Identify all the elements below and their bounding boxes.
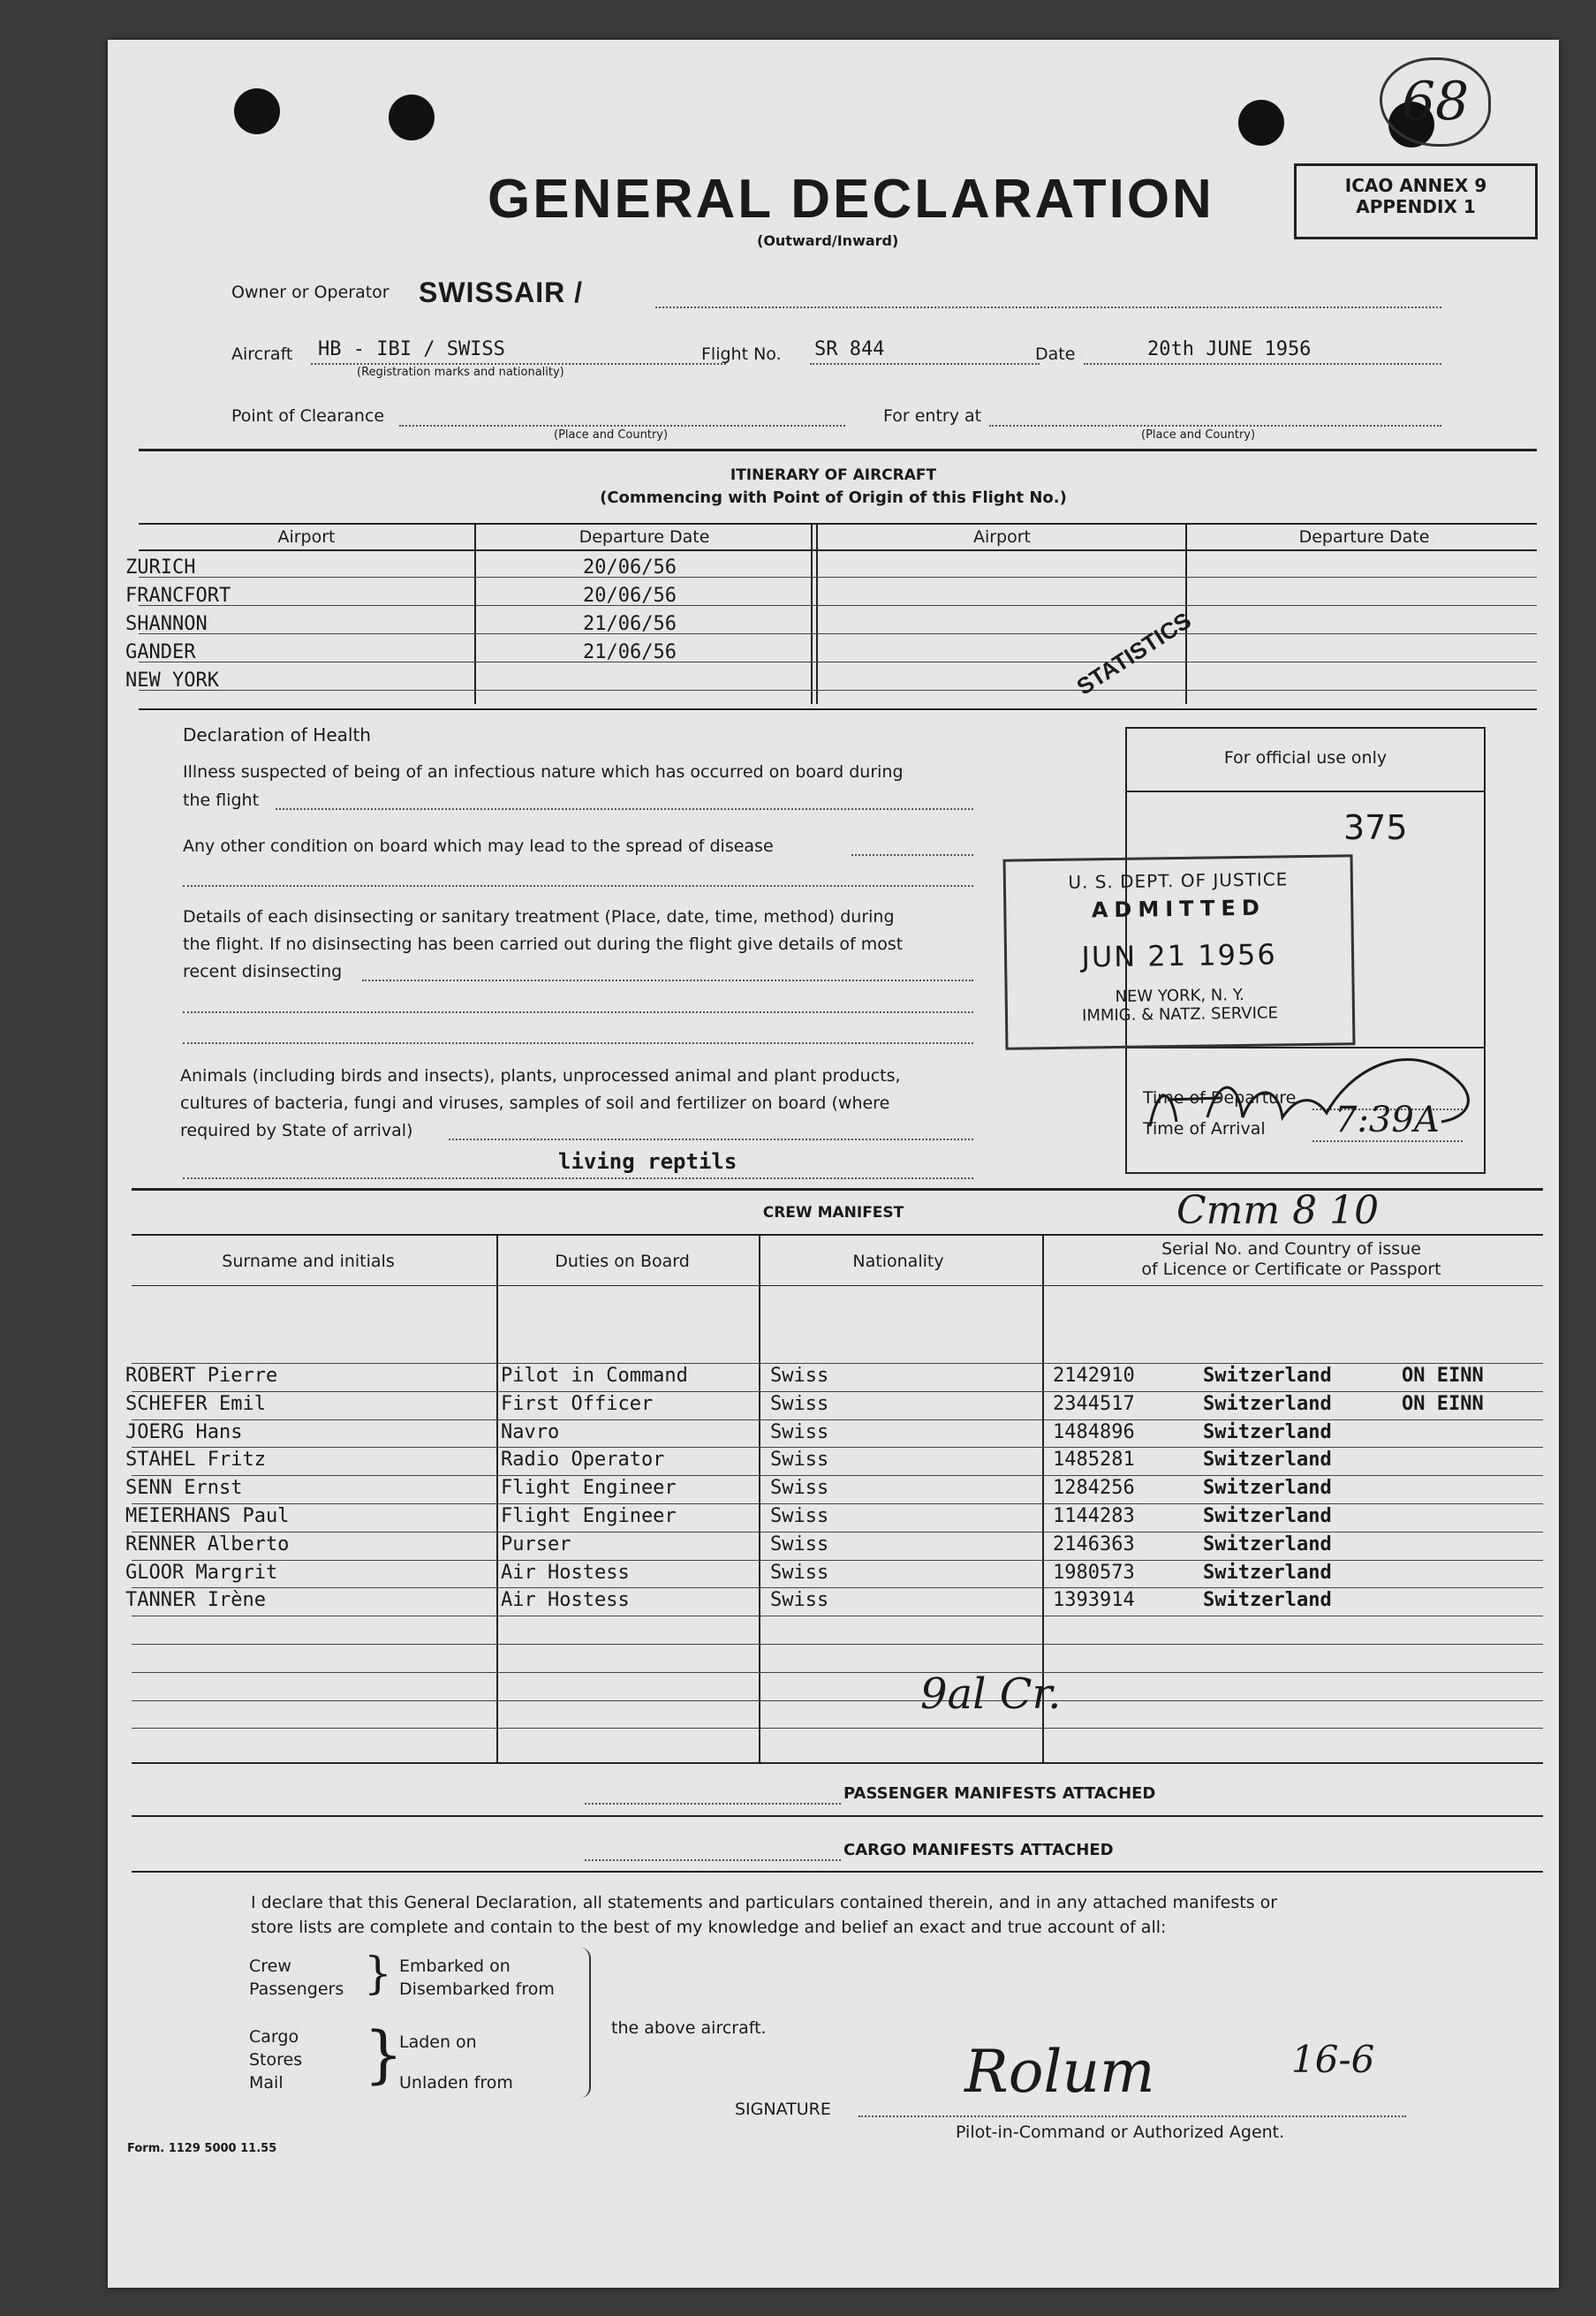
crew-rule-line — [132, 1644, 1543, 1645]
itin-airport: GANDER — [125, 641, 196, 663]
crew-name-cell: SCHEFER Emil — [125, 1392, 266, 1415]
itin-header-date-1: Departure Date — [579, 527, 710, 547]
pilot-signature: Rolum — [964, 2038, 1155, 2106]
crew-rule-line — [132, 1503, 1543, 1504]
itin-date: 21/06/56 — [583, 613, 677, 635]
decl-crew: Crew — [249, 1956, 291, 1976]
crew-rule-line — [132, 1672, 1543, 1673]
flight-label: Flight No. — [701, 344, 782, 364]
crew-nat-cell: Swiss — [770, 1533, 829, 1555]
health-q4-line3: required by State of arrival) — [180, 1121, 413, 1140]
crew-name-cell: TANNER Irène — [125, 1589, 266, 1612]
crew-scrawl: 9al Cr. — [920, 1669, 1062, 1719]
passenger-manifests: PASSENGER MANIFESTS ATTACHED — [843, 1784, 1156, 1803]
page-subtitle: (Outward/Inward) — [757, 232, 899, 249]
date-label: Date — [1035, 344, 1076, 364]
entry-label: For entry at — [883, 406, 982, 426]
stamp-line1: U. S. DEPT. OF JUSTICE — [1068, 868, 1289, 893]
owner-value: SWISSAIR / — [419, 276, 584, 308]
aircraft-value: HB - IBI / SWISS — [318, 338, 505, 360]
itin-airport: ZURICH — [125, 556, 196, 579]
crew-country-cell: Switzerland — [1203, 1589, 1332, 1612]
crew-nat-cell: Swiss — [770, 1505, 829, 1527]
annex-box — [1294, 163, 1538, 239]
crew-nat-cell: Swiss — [770, 1477, 829, 1500]
itin-airport: FRANCFORT — [125, 585, 231, 607]
itin-date: 20/06/56 — [583, 585, 677, 607]
decl-line1: I declare that this General Declaration, all statements and particulars contained therein, and in any attached manifests or — [251, 1893, 1278, 1912]
crew-rule-line — [132, 1447, 1543, 1448]
health-q4-line2: cultures of bacteria, fungi and viruses, samples of soil and fertilizer on board (where — [180, 1094, 890, 1113]
crew-rule-line — [132, 1728, 1543, 1729]
punch-hole — [1238, 100, 1284, 146]
crew-duty-cell: Flight Engineer — [501, 1505, 677, 1527]
crew-nat-cell: Swiss — [770, 1365, 829, 1387]
decl-unladen: Unladen from — [399, 2073, 513, 2093]
crew-title: CREW MANIFEST — [762, 1204, 904, 1222]
itin-header-airport-1: Airport — [277, 527, 336, 547]
crew-serial-cell: 2344517 — [1053, 1392, 1135, 1415]
flight-value: SR 844 — [814, 338, 885, 360]
crew-rule-line — [132, 1391, 1543, 1392]
itinerary-title: ITINERARY OF AIRCRAFT — [730, 466, 937, 484]
crew-name-cell: STAHEL Fritz — [125, 1449, 266, 1472]
crew-nat-cell: Swiss — [770, 1449, 829, 1472]
crew-serial-cell: 1393914 — [1053, 1589, 1135, 1612]
health-title: Declaration of Health — [183, 724, 371, 746]
decl-aircraft: the above aircraft. — [611, 2018, 767, 2038]
form-number: Form. 1129 5000 11.55 — [127, 2142, 277, 2155]
crew-nat-cell: Swiss — [770, 1392, 829, 1415]
aircraft-note: (Registration marks and nationality) — [357, 366, 564, 379]
crew-duty-cell: Flight Engineer — [501, 1477, 677, 1500]
crew-rule-line — [132, 1475, 1543, 1476]
health-q1-line2: the flight — [183, 791, 260, 810]
crew-nat-cell: Swiss — [770, 1561, 829, 1584]
health-q1-line1: Illness suspected of being of an infectious nature which has occurred on board during — [183, 762, 904, 782]
crew-country-cell: Switzerland — [1203, 1533, 1332, 1555]
crew-country-cell: Switzerland — [1203, 1561, 1332, 1584]
decl-embarked: Embarked on — [399, 1956, 511, 1976]
official-title: For official use only — [1223, 748, 1388, 768]
big-brace — [580, 1948, 591, 2098]
decl-mail: Mail — [249, 2073, 284, 2093]
clearance-label: Point of Clearance — [231, 406, 385, 426]
crew-nat-cell: Swiss — [770, 1589, 829, 1612]
annex-line1: ICAO ANNEX 9 — [1344, 175, 1487, 196]
crew-duty-cell: Navro — [501, 1420, 560, 1443]
crew-header-nationality: Nationality — [852, 1252, 944, 1271]
arrival-value: 7:39A — [1335, 1100, 1440, 1140]
cargo-manifests: CARGO MANIFESTS ATTACHED — [843, 1841, 1114, 1859]
crew-header-duties: Duties on Board — [555, 1252, 690, 1271]
itin-airport: NEW YORK — [125, 670, 219, 692]
officer-signature — [1123, 1029, 1547, 1153]
crew-name-cell: MEIERHANS Paul — [125, 1505, 290, 1527]
crew-serial-cell: 1485281 — [1053, 1449, 1135, 1472]
itin-date: 21/06/56 — [583, 641, 677, 663]
crew-country-cell: Switzerland — [1203, 1477, 1332, 1500]
crew-serial-cell: 1484896 — [1053, 1420, 1135, 1443]
decl-disembarked: Disembarked from — [399, 1979, 555, 1999]
crew-serial-cell: 2142910 — [1053, 1365, 1135, 1387]
crew-name-cell: RENNER Alberto — [125, 1533, 290, 1555]
signer-label: Pilot-in-Command or Authorized Agent. — [956, 2123, 1285, 2142]
health-q3-line1: Details of each disinsecting or sanitary treatment (Place, date, time, method) during — [183, 907, 895, 927]
place-note-1: (Place and Country) — [554, 428, 669, 442]
crew-rule-line — [132, 1419, 1543, 1420]
departure-label: Time of Departure — [1143, 1088, 1297, 1108]
page-title: GENERAL DECLARATION — [488, 169, 1214, 230]
crew-serial-cell: 1144283 — [1053, 1505, 1135, 1527]
crew-duty-cell: Radio Operator — [501, 1449, 665, 1472]
decl-line2: store lists are complete and contain to the best of my knowledge and belief an exact and true account of all: — [251, 1918, 1167, 1937]
crew-duty-cell: Air Hostess — [501, 1589, 630, 1612]
crew-country-cell: Switzerland — [1203, 1449, 1332, 1472]
official-number: 375 — [1343, 808, 1408, 847]
crew-header-serial-line1: Serial No. and Country of issue — [1161, 1239, 1421, 1259]
date-value: 20th JUNE 1956 — [1147, 338, 1312, 360]
health-q2: Any other condition on board which may lead to the spread of disease — [183, 836, 774, 856]
place-note-2: (Place and Country) — [1141, 428, 1256, 442]
stamp-date: JUN 21 1956 — [1081, 937, 1277, 974]
decl-cargo: Cargo — [249, 2027, 299, 2047]
crew-serial-cell: 1980573 — [1053, 1561, 1135, 1584]
crew-rule-line — [132, 1700, 1543, 1701]
crew-header-name: Surname and initials — [222, 1252, 395, 1271]
health-q3-line3: recent disinsecting — [183, 962, 343, 981]
health-q3-line2: the flight. If no disinsecting has been carried out during the flight give details of most — [183, 935, 904, 954]
crew-country-cell: Switzerland — [1203, 1365, 1332, 1387]
arrival-label: Time of Arrival — [1143, 1119, 1266, 1139]
crew-country-cell: Switzerland — [1203, 1505, 1332, 1527]
crew-name-cell: GLOOR Margrit — [125, 1561, 278, 1584]
itin-header-date-2: Departure Date — [1298, 527, 1430, 547]
crew-name-cell: JOERG Hans — [125, 1420, 243, 1443]
crew-duty-cell: Pilot in Command — [501, 1365, 688, 1387]
crew-name-cell: ROBERT Pierre — [125, 1365, 278, 1387]
crew-hand-note: Cmm 8 10 — [1176, 1188, 1380, 1233]
annex-line2: APPENDIX 1 — [1356, 196, 1476, 217]
crew-nat-cell: Swiss — [770, 1420, 829, 1443]
crew-duty-cell: Purser — [501, 1533, 571, 1555]
crew-extra-cell: ON EINN — [1402, 1392, 1484, 1415]
punch-hole — [389, 95, 435, 140]
itinerary-subtitle: (Commencing with Point of Origin of this Flight No.) — [600, 488, 1067, 507]
crew-serial-cell: 2146363 — [1053, 1533, 1135, 1555]
crew-country-cell: Switzerland — [1203, 1420, 1332, 1443]
owner-label: Owner or Operator — [231, 283, 390, 302]
crew-rule-line — [132, 1587, 1543, 1588]
declaration-form — [108, 40, 1559, 2288]
aircraft-label: Aircraft — [231, 344, 293, 364]
corner-mark: 68 — [1380, 57, 1491, 147]
crew-rule-line — [132, 1560, 1543, 1561]
crew-extra-cell: ON EINN — [1402, 1365, 1484, 1387]
crew-rule-line — [132, 1363, 1543, 1364]
decl-stores: Stores — [249, 2050, 303, 2070]
admitted-stamp — [1003, 854, 1356, 1050]
health-q4-line1: Animals (including birds and insects), plants, unprocessed animal and plant products, — [180, 1066, 901, 1086]
itin-date: 20/06/56 — [583, 556, 677, 579]
brace-1: } — [364, 1948, 392, 1999]
decl-passengers: Passengers — [249, 1979, 344, 1999]
stamp-admitted: ADMITTED — [1091, 895, 1266, 923]
signature-label: SIGNATURE — [735, 2100, 831, 2119]
brace-2: } — [364, 2018, 404, 2091]
crew-serial-cell: 1284256 — [1053, 1477, 1135, 1500]
crew-header-serial — [1044, 1239, 1539, 1280]
crew-country-cell: Switzerland — [1203, 1392, 1332, 1415]
punch-hole — [234, 88, 280, 134]
signature-date-note: 16-6 — [1291, 2038, 1375, 2081]
decl-laden: Laden on — [399, 2032, 477, 2052]
stamp-line4: IMMIG. & NATZ. SERVICE — [1081, 1003, 1279, 1026]
itin-airport: SHANNON — [125, 613, 208, 635]
itin-header-airport-2: Airport — [972, 527, 1032, 547]
crew-rule-line — [132, 1532, 1543, 1533]
stamp-line3: NEW YORK, N. Y. — [1115, 985, 1244, 1007]
statistics-stamp: STATISTICS — [1071, 606, 1196, 700]
crew-duty-cell: First Officer — [501, 1392, 654, 1415]
crew-duty-cell: Air Hostess — [501, 1561, 630, 1584]
crew-name-cell: SENN Ernst — [125, 1477, 243, 1500]
crew-header-serial-line2: of Licence or Certificate or Passport — [1141, 1260, 1441, 1279]
health-q4-answer: living reptils — [558, 1149, 737, 1174]
